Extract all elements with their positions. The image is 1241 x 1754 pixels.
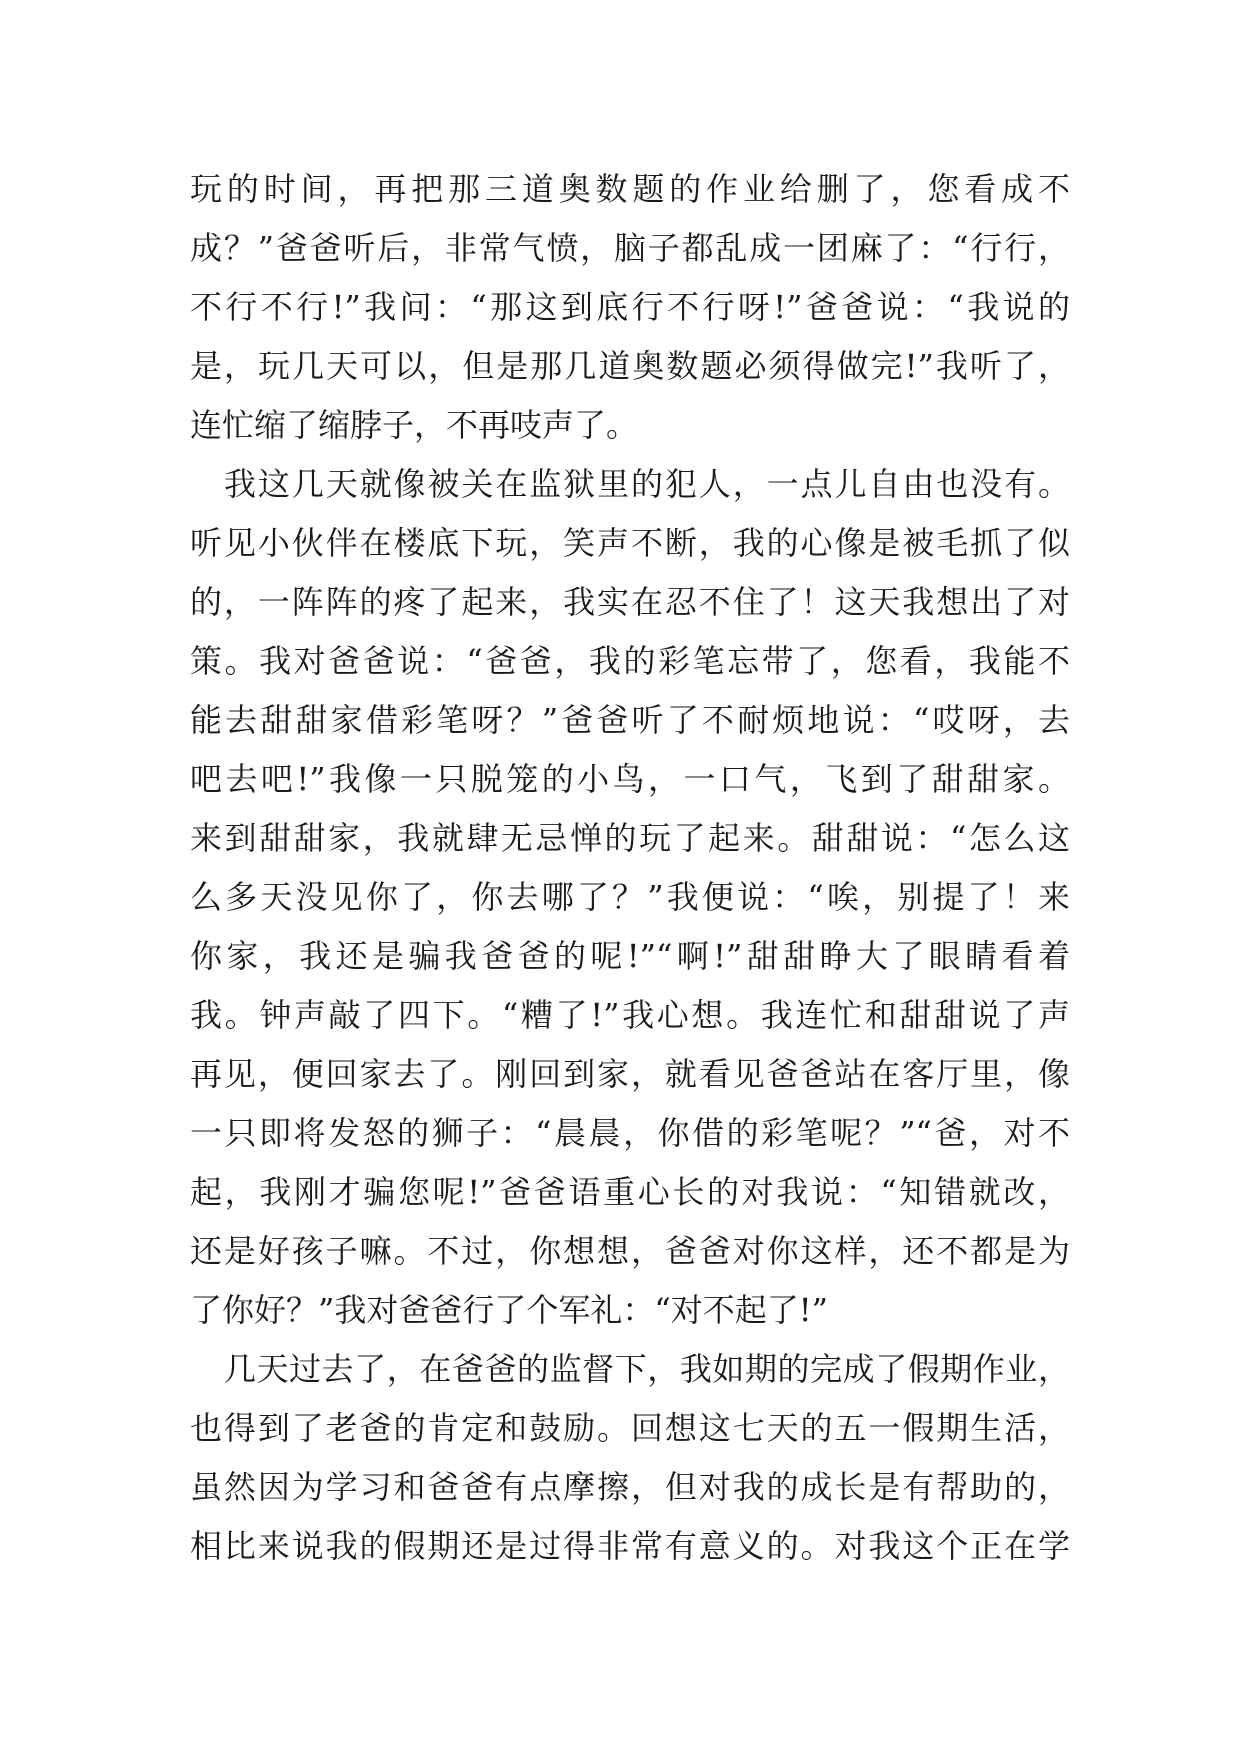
text-line: 一只即将发怒的狮子：“晨晨，你借的彩笔呢？”“爸，对不 xyxy=(190,1114,1070,1152)
text-line: 还是好孩子嘛。不过，你想想，爸爸对你这样，还不都是为 xyxy=(190,1232,1070,1270)
text-line: 不行不行!”我问：“那这到底行不行呀!”爸爸说：“我说的 xyxy=(190,288,1070,326)
text-line: 来到甜甜家，我就肆无忌惮的玩了起来。甜甜说：“怎么这 xyxy=(190,819,1070,857)
text-line: 听见小伙伴在楼底下玩，笑声不断，我的心像是被毛抓了似 xyxy=(190,524,1070,562)
text-line: 连忙缩了缩脖子，不再吱声了。 xyxy=(190,406,639,444)
text-line: 玩的时间，再把那三道奥数题的作业给删了，您看成不 xyxy=(190,170,1070,208)
text-line: 我。钟声敲了四下。“糟了!”我心想。我连忙和甜甜说了声 xyxy=(190,996,1070,1034)
text-line: 策。我对爸爸说：“爸爸，我的彩笔忘带了，您看，我能不 xyxy=(190,642,1070,680)
text-line: 吧去吧!”我像一只脱笼的小鸟，一口气，飞到了甜甜家。 xyxy=(190,760,1070,798)
paragraph-first-line: 几天过去了，在爸爸的监督下，我如期的完成了假期作业， xyxy=(224,1350,1070,1388)
text-line: 么多天没见你了，你去哪了？”我便说：“唉，别提了！来 xyxy=(190,878,1070,916)
text-line: 再见，便回家去了。刚回到家，就看见爸爸站在客厅里，像 xyxy=(190,1055,1070,1093)
paragraph-first-line: 我这几天就像被关在监狱里的犯人，一点儿自由也没有。 xyxy=(224,465,1070,503)
text-line: 你家，我还是骗我爸爸的呢!”“啊!”甜甜睁大了眼睛看着 xyxy=(190,937,1070,975)
text-line: 成？”爸爸听后，非常气愤，脑子都乱成一团麻了：“行行， xyxy=(190,229,1070,267)
text-line: 了你好？”我对爸爸行了个军礼：“对不起了!” xyxy=(190,1291,828,1329)
text-line: 能去甜甜家借彩笔呀？”爸爸听了不耐烦地说：“哎呀，去 xyxy=(190,701,1070,739)
text-line: 的，一阵阵的疼了起来，我实在忍不住了！这天我想出了对 xyxy=(190,583,1070,621)
text-line: 也得到了老爸的肯定和鼓励。回想这七天的五一假期生活， xyxy=(190,1409,1070,1447)
body-text xyxy=(190,160,1070,1576)
text-line: 是，玩几天可以，但是那几道奥数题必须得做完!”我听了， xyxy=(190,347,1070,385)
text-line: 虽然因为学习和爸爸有点摩擦，但对我的成长是有帮助的， xyxy=(190,1468,1070,1506)
text-line: 起，我刚才骗您呢!”爸爸语重心长的对我说：“知错就改， xyxy=(190,1173,1070,1211)
text-line: 相比来说我的假期还是过得非常有意义的。对我这个正在学 xyxy=(190,1527,1070,1565)
